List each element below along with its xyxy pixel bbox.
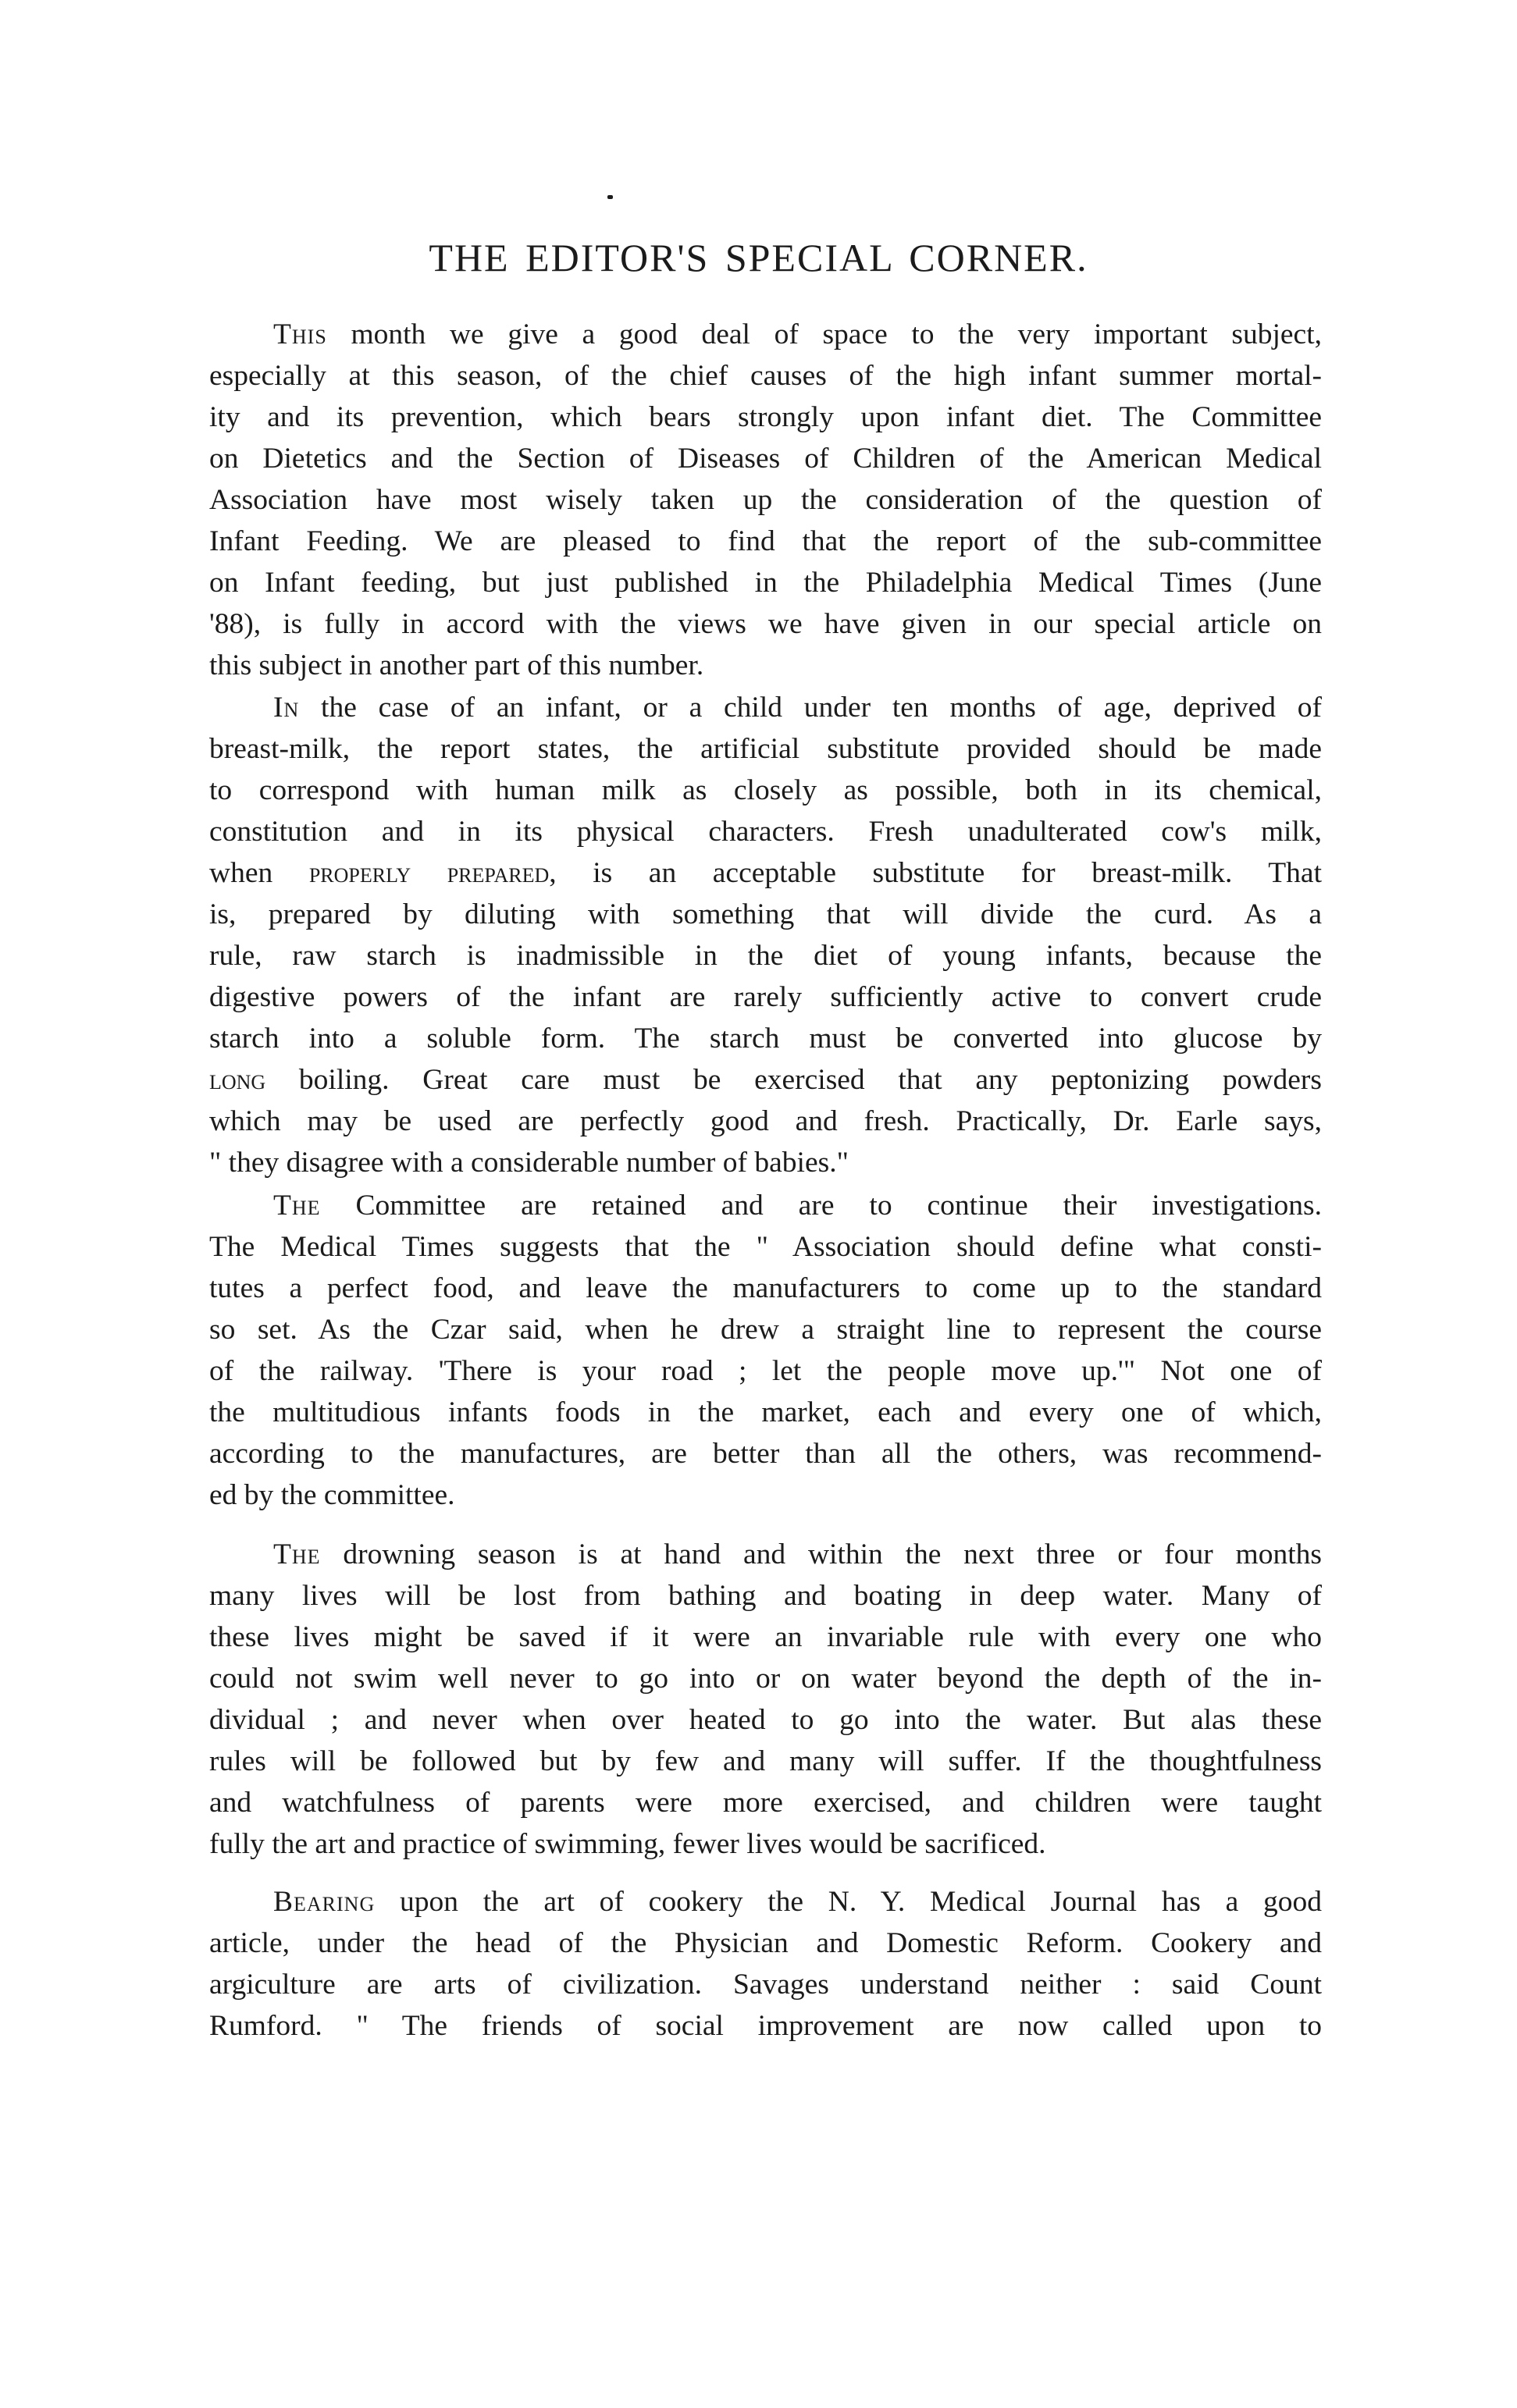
small-caps-text: properly prepared — [308, 857, 550, 889]
paragraph-lead-word: This — [273, 318, 327, 350]
paragraph-line: long boiling. Great care must be exercised that any peptonizing powders — [209, 1064, 1322, 1096]
paragraph-line: tutes a perfect food, and leave the manufacturers to come up to the standard — [209, 1272, 1322, 1304]
paragraph-line: article, under the head of the Physician and Domestic Reform. Cookery and — [209, 1927, 1322, 1959]
paragraph-line: could not swim well never to go into or on water beyond the depth of the in- — [209, 1663, 1322, 1695]
paragraph-line: ed by the committee. — [209, 1479, 455, 1511]
paragraph-line: the multitudious infants foods in the market, each and every one of which, — [209, 1396, 1322, 1428]
paragraph-line: many lives will be lost from bathing and boating in deep water. Many of — [209, 1580, 1322, 1612]
page-title: THE EDITOR'S SPECIAL CORNER. — [429, 236, 1088, 279]
paragraph-line: breast-milk, the report states, the artificial substitute provided should be made — [209, 733, 1322, 765]
paragraph-line: on Dietetics and the Section of Diseases of Children of the American Medical — [209, 443, 1322, 475]
ink-speck — [607, 195, 613, 199]
paragraph-line: ity and its prevention, which bears strongly upon infant diet. The Committee — [209, 401, 1322, 433]
paragraph-line: digestive powers of the infant are rarely sufficiently active to convert crude — [209, 981, 1322, 1013]
paragraph-line: so set. As the Czar said, when he drew a straight line to represent the course — [209, 1314, 1322, 1346]
paragraph-line: and watchfulness of parents were more exercised, and children were taught — [209, 1787, 1322, 1819]
paragraph-line: dividual ; and never when over heated to go into the water. But alas these — [209, 1704, 1322, 1736]
paragraph-line: constitution and in its physical characters. Fresh unadulterated cow's milk, — [209, 816, 1322, 848]
paragraph-lead-word: The — [273, 1538, 321, 1570]
paragraph-line: Bearing upon the art of cookery the N. Y. Medical Journal has a good — [273, 1886, 1322, 1918]
paragraph-line: on Infant feeding, but just published in the Philadelphia Medical Times (June — [209, 567, 1322, 599]
paragraph-line: This month we give a good deal of space to the very important subject, — [273, 318, 1322, 350]
paragraph-line: Rumford. " The friends of social improvement are now called upon to — [209, 2010, 1322, 2042]
paragraph-line: is, prepared by diluting with something that will divide the curd. As a — [209, 898, 1322, 930]
small-caps-text: long — [209, 1064, 266, 1096]
paragraph-line: when properly prepared, is an acceptable substitute for breast-milk. That — [209, 857, 1322, 889]
paragraph-line: argiculture are arts of civilization. Savages understand neither : said Count — [209, 1969, 1322, 2001]
paragraph-line: according to the manufactures, are better than all the others, was recommend- — [209, 1438, 1322, 1470]
paragraph-line: to correspond with human milk as closely as possible, both in its chemical, — [209, 774, 1322, 806]
paragraph-line: " they disagree with a considerable number of babies." — [209, 1147, 849, 1179]
paragraph-line: In the case of an infant, or a child under ten months of age, deprived of — [273, 692, 1322, 724]
paragraph-line: The Committee are retained and are to continue their investigations. — [273, 1190, 1322, 1222]
paragraph-line: rules will be followed but by few and many will suffer. If the thoughtfulness — [209, 1745, 1322, 1777]
paragraph-line: of the railway. 'There is your road ; let the people move up.'" Not one of — [209, 1355, 1322, 1387]
paragraph-lead-word: The — [273, 1190, 321, 1222]
paragraph-line: Association have most wisely taken up the consideration of the question of — [209, 484, 1322, 516]
paragraph-2 — [209, 687, 1322, 1183]
paragraph-line: these lives might be saved if it were an invariable rule with every one who — [209, 1621, 1322, 1653]
paragraph-line: which may be used are perfectly good and fresh. Practically, Dr. Earle says, — [209, 1105, 1322, 1137]
paragraph-line: Infant Feeding. We are pleased to find that the report of the sub-committee — [209, 525, 1322, 557]
paragraph-5 — [209, 1881, 1322, 2047]
paragraph-line: '88), is fully in accord with the views we have given in our special article on — [209, 608, 1322, 640]
paragraph-line: The Medical Times suggests that the " Association should define what consti- — [209, 1231, 1322, 1263]
paragraph-lead-word: Bearing — [273, 1886, 376, 1918]
paragraph-line: The drowning season is at hand and within the next three or four months — [273, 1538, 1322, 1570]
paragraph-line: rule, raw starch is inadmissible in the diet of young infants, because the — [209, 940, 1322, 972]
paragraph-line: fully the art and practice of swimming, fewer lives would be sacrificed. — [209, 1828, 1046, 1860]
paragraph-line: especially at this season, of the chief causes of the high infant summer mortal- — [209, 360, 1322, 392]
paragraph-1 — [209, 314, 1322, 686]
paragraph-4 — [209, 1534, 1322, 1865]
paragraph-3 — [209, 1185, 1322, 1516]
paragraph-line: this subject in another part of this number. — [209, 649, 704, 681]
paragraph-line: starch into a soluble form. The starch must be converted into glucose by — [209, 1023, 1322, 1055]
paragraph-lead-word: In — [273, 692, 300, 724]
